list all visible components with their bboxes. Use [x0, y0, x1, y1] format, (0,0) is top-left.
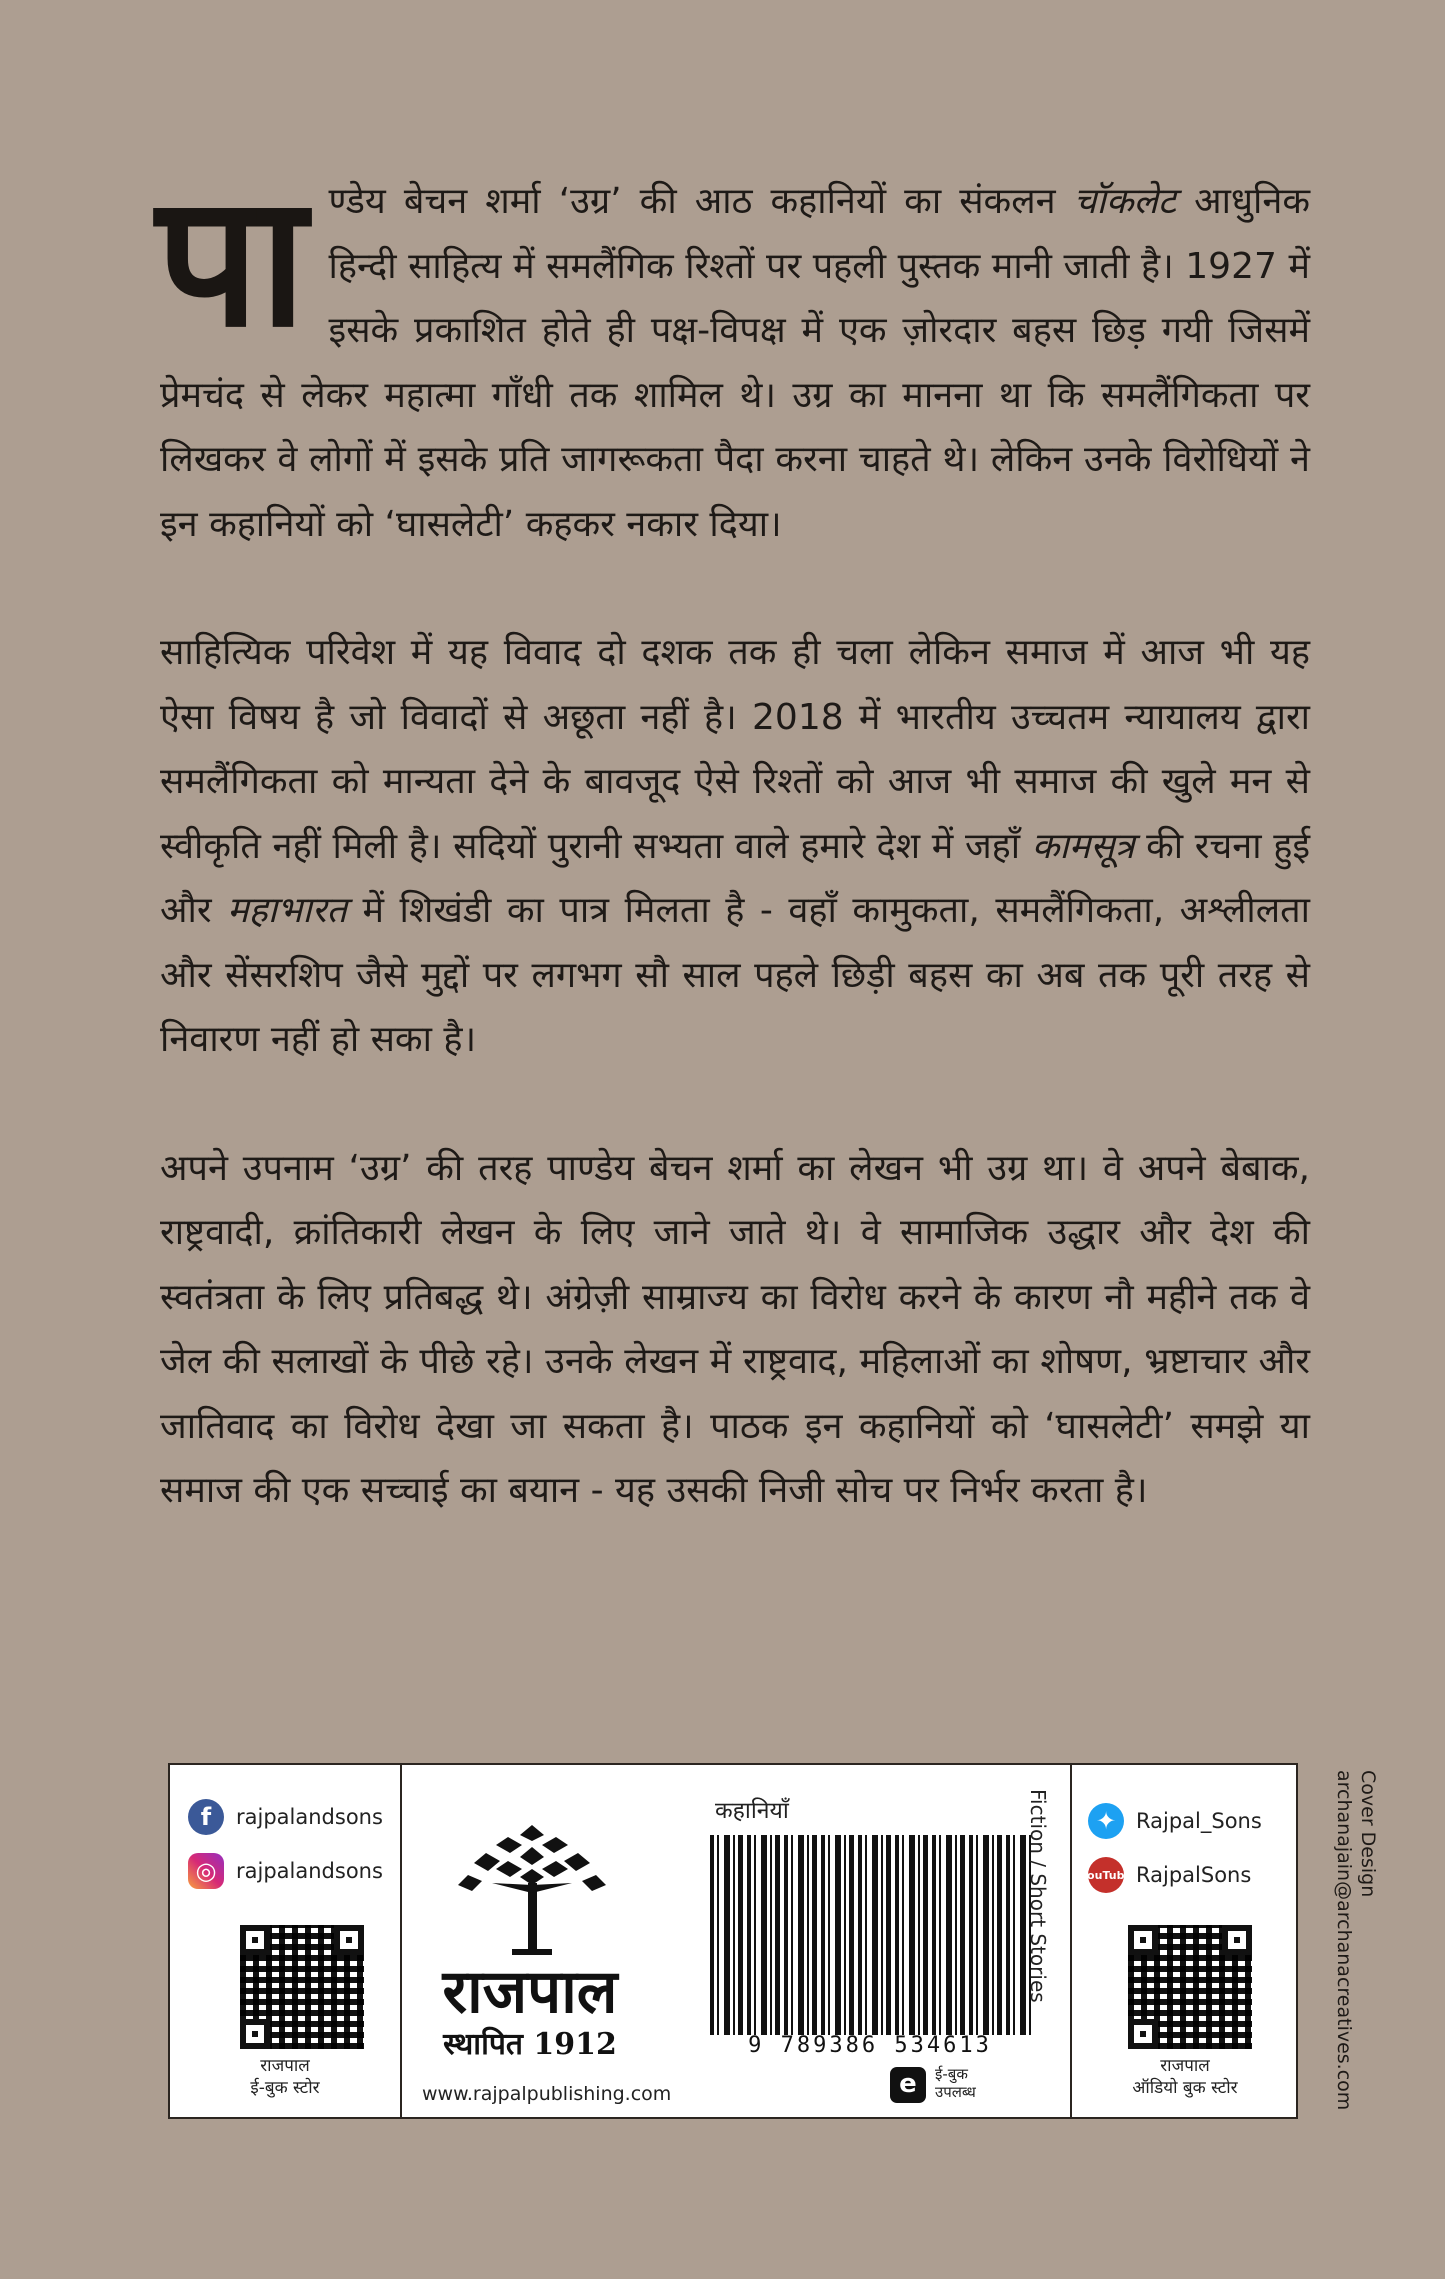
blurb-text — [156, 155, 1311, 1588]
twitter-icon: ✦ — [1088, 1803, 1124, 1839]
p2-text-a: साहित्यिक परिवेश में यह विवाद दो दशक तक ही चला लेकिन समाज में आज भी यह ऐसा विषय है जो विवादों से अछूता नहीं है। 2018 में भारतीय उच्चतम न्यायालय द्वारा समलैंगिकता को मान्यता देने के बावजूद ऐसे रिश्तों को आज भी समाज की खुले मन से स्वीकृति नहीं मिली है। सदियों पुरानी सभ्यता वाले हमारे देश में जहाँ — [160, 632, 1310, 867]
p2-text-c: में शिखंडी का पात्र मिलता है - वहाँ कामुकता, समलैंगिकता, अश्लीलता और सेंसरशिप जैसे मुद्दों पर लगभग सौ साल पहले छिड़ी बहस का अब तक पूरी तरह से निवारण नहीं हो सका है। — [160, 890, 1310, 1060]
qr-code-audiobook-store[interactable] — [1128, 1925, 1252, 2049]
p1-text-a: ण्डेय बेचन शर्मा ‘उग्र’ की आठ कहानियों का संकलन — [328, 181, 1074, 222]
ebook-line-2: उपलब्ध — [935, 2083, 976, 2101]
facebook-handle: rajpalandsons — [236, 1805, 383, 1829]
isbn-barcode — [710, 1835, 1032, 2035]
qr-left-caption-line2: ई-बुक स्टोर — [250, 2078, 320, 2098]
facebook-icon: f — [188, 1799, 224, 1835]
cover-credit — [1332, 1770, 1380, 2110]
qr-right-caption-line2: ऑडियो बुक स्टोर — [1132, 2078, 1238, 2098]
genre-english: Fiction / Short Stories — [1026, 1789, 1050, 2003]
youtube-icon-bottom: Tube — [1102, 1868, 1132, 1882]
qr-right-caption-line1: राजपाल — [1160, 2056, 1210, 2076]
instagram-handle: rajpalandsons — [236, 1859, 383, 1883]
qr-finder — [1128, 2019, 1158, 2049]
paragraph-2 — [160, 621, 1310, 1073]
ebook-line-1: ई-बुक — [935, 2065, 968, 2083]
isbn-number: 9 789386 534613 — [748, 2033, 992, 2058]
youtube-link[interactable] — [1080, 1857, 1252, 1893]
qr-finder — [1222, 1925, 1252, 1955]
paragraph-3: अपने उपनाम ‘उग्र’ की तरह पाण्डेय बेचन शर्मा का लेखन भी उग्र था। वे अपने बेबाक, राष्ट्रवादी, क्रांतिकारी लेखन के लिए जाने जाते थे। वे सामाजिक उद्धार और देश की स्वतंत्रता के लिए प्रतिबद्ध थे। अंग्रेज़ी साम्राज्य का विरोध करने के कारण नौ महीने तक वे जेल की सलाखों के पीछे रहे। उनके लेखन में राष्ट्रवाद, महिलाओं का शोषण, भ्रष्टाचार और जातिवाद का विरोध देखा जा सकता है। पाठक इन कहानियों को ‘घासलेटी’ समझे या समाज की एक सच्चाई का बयान - यह उसकी निजी सोच पर निर्भर करता है। — [160, 1147, 1310, 1511]
tree-icon — [432, 1813, 632, 1963]
p1-text-b: आधुनिक हिन्दी साहित्य में समलैंगिक रिश्तों पर पहली पुस्तक मानी जाती है। 1927 में इसके प्रकाशित होते ही पक्ष-विपक्ष में एक ज़ोरदार बहस छिड़ गयी जिसमें प्रेमचंद से लेकर महात्मा गाँधी तक शामिल थे। उग्र का मानना था कि समलैंगिकता पर लिखकर वे लोगों में इसके प्रति जागरूकता पैदा करना चाहते थे। लेकिन उनके विरोधियों ने इन कहानियों को ‘घासलेटी’ कहकर नकार दिया। — [160, 181, 1311, 545]
ebook-available — [935, 2065, 976, 2101]
qr-finder — [240, 1925, 270, 1955]
instagram-link[interactable] — [188, 1853, 383, 1889]
cover-credit-email[interactable]: archanajain@archanacreatives.com — [1333, 1770, 1355, 2111]
kamasutra-italic: कामसूत्र — [1031, 825, 1135, 867]
book-title-italic: चॉकलेट — [1073, 181, 1177, 222]
twitter-handle: Rajpal_Sons — [1136, 1809, 1262, 1833]
facebook-link[interactable] — [188, 1799, 383, 1835]
mahabharat-italic: महाभारत — [227, 890, 347, 931]
publisher-name: राजपाल — [442, 1957, 618, 2027]
ebook-icon: e — [890, 2067, 926, 2103]
paragraph-1 — [156, 155, 1311, 557]
twitter-link[interactable] — [1088, 1803, 1262, 1839]
qr-left-caption-line1: राजपाल — [260, 2056, 310, 2076]
qr-finder — [334, 1925, 364, 1955]
p2-text-b: की रचना हुई और — [160, 825, 1311, 931]
qr-left-caption — [190, 2055, 380, 2099]
publisher-panel — [168, 1763, 1298, 2119]
youtube-handle: RajpalSons — [1136, 1863, 1252, 1887]
website-link[interactable]: www.rajpalpublishing.com — [422, 2083, 672, 2105]
genre-hindi: कहानियाँ — [715, 1798, 789, 1824]
qr-right-caption — [1080, 2055, 1290, 2099]
qr-finder — [240, 2019, 270, 2049]
panel-divider-left — [400, 1765, 402, 2117]
instagram-icon: ◎ — [188, 1853, 224, 1889]
drop-cap: पा — [156, 155, 307, 367]
panel-divider-right — [1070, 1765, 1072, 2117]
youtube-icon-top: You — [1080, 1868, 1103, 1882]
established-year: स्थापित 1912 — [443, 2027, 617, 2062]
youtube-icon — [1080, 1857, 1132, 1893]
cover-credit-label: Cover Design — [1357, 1770, 1379, 1898]
qr-code-ebook-store[interactable] — [240, 1925, 364, 2049]
qr-finder — [1128, 1925, 1158, 1955]
